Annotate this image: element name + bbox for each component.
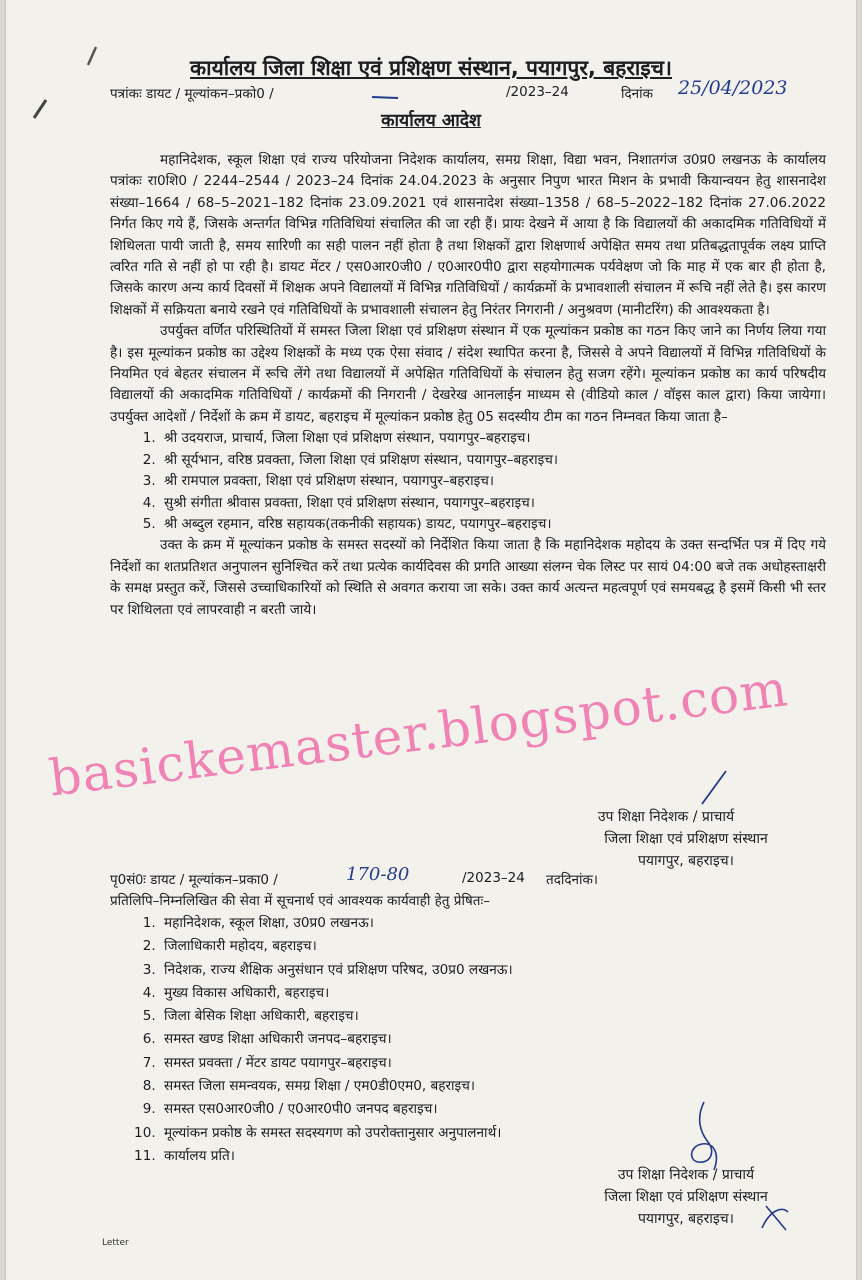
recipient-item: 5. जिला बेसिक शिक्षा अधिकारी, बहराइच। bbox=[160, 1005, 513, 1028]
copy-ref-year: /2023–24 bbox=[462, 870, 525, 886]
recipient-list bbox=[110, 912, 513, 1168]
handwritten-ref-number: 170-80 bbox=[346, 864, 410, 885]
signature-stroke bbox=[694, 768, 734, 808]
member-item: 4. सुश्री संगीता श्रीवास प्रवक्ता, शिक्षा एवं प्रशिक्षण संस्थान, पयागपुर–बहराइच। bbox=[160, 493, 826, 514]
paragraph-1: महानिदेशक, स्कूल शिक्षा एवं राज्य परियोजना निदेशक कार्यालय, समग्र शिक्षा, विद्या भवन, निशातगंज उ0प्र0 लखनऊ के कार्यालय पत्रांकः रा0शि0 / 2244–2544 / 2023–24 दिनांक 24.04.2023 के अनुसार निपुण भारत मिशन के प्रभावी कियान्वयन हेतु शासनादेश संख्या–1664 / 68–5–2021–182 दिनांक 23.09.2021 एवं शासनादेश संख्या–1358 / 68–5–2022–182 दिनांक 27.06.2022 निर्गत किए गये हैं, जिसके अन्तर्गत विभिन्न गतिविधियां संचालित की जा रही हैं। प्रायः देखने में आया है कि विद्यालयों की अकादमिक गतिविधियों में शिथिलता पायी जाती है, समय सारिणी का सही पालन नहीं होता है तथा शिक्षकों द्वारा शिक्षणार्थ अपेक्षित समय तथा प्रतिबद्धतापूर्वक लक्ष्य प्राप्ति त्वरित गति से नहीं हो पा रही है। डायट मेंटर / एस0आर0जी0 / ए0आर0पी0 द्वारा सहयोगात्मक पर्यवेक्षण जो कि माह में एक बार ही होता है, जिसके कारण अन्य कार्य दिवसों में शिक्षक अपने विद्यालयों में विभिन्न गतिविधियों / कार्यक्रमों के प्रभावशाली संचालन में रूचि नहीं लेते है। इस कारण शिक्षकों में सक्रियता बनाये रखने एवं गतिविधियों के प्रभावशाली संचालन हेतु निरंतर निगरानी / अनुश्रवण (मानीटरिंग) की आवश्यकता है। bbox=[110, 152, 826, 318]
paragraph-2: उपर्युक्त वर्णित परिस्थितियों में समस्त जिला शिक्षा एवं प्रशिक्षण संस्थान में एक मूल्यांकन प्रकोष्ठ का गठन किए जाने का निर्णय लिया गया है। इस मूल्यांकन प्रकोष्ठ का उद्देश्य शिक्षकों के मध्य एक ऐसा संवाद / संदेश स्थापित करना है, जिससे वे अपने विद्यालयों में विभिन्न गतिविधियों के नियमित एवं बेहतर संचालन में रूचि लेंगे तथा विद्यालयों में अपेक्षित गतिविधियों के संचालन हेतु सजग रहेंगे। मूल्यांकन प्रकोष्ठ का कार्य परिषदीय विद्यालयों की अकादमिक गतिविधियों / कार्यक्रमों की निगरानी / देखरेख आनलाईन माध्यम से (वीडियो काल / वॉइस काल द्वारा) किया जायेगा। उपर्युक्त आदेशों / निर्देशों के क्रम में डायट, बहराइच में मूल्यांकन प्रकोष्ठ हेतु 05 सदस्यीय टीम का गठन निम्नवत किया जाता है– bbox=[110, 323, 827, 425]
recipient-item: 3. निदेशक, राज्य शैक्षिक अनुसंधान एवं प्रशिक्षण परिषद, उ0प्र0 लखनऊ। bbox=[160, 959, 513, 982]
handwritten-dash bbox=[370, 94, 400, 100]
recipient-item: 1. महानिदेशक, स्कूल शिक्षा, उ0प्र0 लखनऊ। bbox=[160, 912, 513, 935]
recipient-item: 6. समस्त खण्ड शिक्षा अधिकारी जनपद–बहराइच। bbox=[160, 1028, 513, 1051]
member-item: 2. श्री सूर्यभान, वरिष्ठ प्रवक्ता, जिला शिक्षा एवं प्रशिक्षण संस्थान, पयागपुर–बहराइच। bbox=[160, 450, 826, 471]
signatory2-designation: उप शिक्षा निदेशक / प्राचार्य bbox=[617, 1167, 755, 1183]
ref-label: पत्रांकः डायट / मूल्यांकन–प्रको0 / bbox=[110, 86, 274, 102]
blog-watermark: basickemaster.blogspot.com bbox=[46, 659, 792, 808]
order-title: कार्यालय आदेश bbox=[381, 111, 481, 131]
paper-size-label: Letter bbox=[102, 1238, 129, 1248]
signatory-place: पयागपुर, बहराइच। bbox=[637, 853, 734, 869]
copy-ref-label: पृ0सं0ः डायट / मूल्यांकन–प्रका0 / bbox=[110, 872, 278, 888]
copy-date: तददिनांक। bbox=[546, 872, 599, 888]
date-label: दिनांक bbox=[621, 86, 654, 102]
member-list bbox=[110, 428, 826, 535]
order-body bbox=[110, 150, 826, 621]
copy-intro: प्रतिलिपि–निम्नलिखित की सेवा में सूचनार्थ एवं आवश्यक कार्यवाही हेतु प्रेषितः– bbox=[110, 893, 490, 909]
recipient-item: 9. समस्त एस0आर0जी0 / ए0आर0पी0 जनपद बहराइच। bbox=[160, 1098, 513, 1121]
recipient-item: 8. समस्त जिला समन्वयक, समग्र शिक्षा / एम0डी0एम0, बहराइच। bbox=[160, 1075, 513, 1098]
signatory-designation: उप शिक्षा निदेशक / प्राचार्य bbox=[597, 809, 735, 825]
signatory2-institute: जिला शिक्षा एवं प्रशिक्षण संस्थान bbox=[604, 1189, 768, 1205]
member-item: 1. श्री उदयराज, प्राचार्य, जिला शिक्षा एवं प्रशिक्षण संस्थान, पयागपुर–बहराइच। bbox=[160, 428, 826, 449]
document-page bbox=[6, 0, 856, 1280]
signature-flourish bbox=[758, 1200, 792, 1234]
handwritten-date: 25/04/2023 bbox=[678, 77, 788, 99]
member-item: 3. श्री रामपाल प्रवक्ता, शिक्षा एवं प्रशिक्षण संस्थान, पयागपुर–बहराइच। bbox=[160, 471, 826, 492]
signatory2-place: पयागपुर, बहराइच। bbox=[637, 1211, 734, 1227]
margin-mark-top bbox=[82, 45, 102, 69]
recipient-item: 11. कार्यालय प्रति। bbox=[160, 1145, 513, 1168]
recipient-item: 2. जिलाधिकारी महोदय, बहराइच। bbox=[160, 935, 513, 958]
signatory-institute: जिला शिक्षा एवं प्रशिक्षण संस्थान bbox=[604, 831, 768, 847]
recipient-item: 4. मुख्य विकास अधिकारी, बहराइच। bbox=[160, 982, 513, 1005]
office-title: कार्यालय जिला शिक्षा एवं प्रशिक्षण संस्थान, पयागपुर, बहराइच। bbox=[190, 56, 672, 80]
recipient-item: 7. समस्त प्रवक्ता / मेंटर डायट पयागपुर–बहराइच। bbox=[160, 1052, 513, 1075]
recipient-item: 10. मूल्यांकन प्रकोष्ठ के समस्त सदस्यगण को उपरोक्तानुसार अनुपालनार्थ। bbox=[160, 1122, 513, 1145]
ref-year: /2023–24 bbox=[506, 84, 569, 100]
member-item: 5. श्री अब्दुल रहमान, वरिष्ठ सहायक(तकनीकी सहायक) डायट, पयागपुर–बहराइच। bbox=[160, 514, 826, 535]
paragraph-3: उक्त के क्रम में मूल्यांकन प्रकोष्ठ के समस्त सदस्यों को निर्देशित किया जाता है कि महानिदेशक महोदय के उक्त सन्दर्भित पत्र में दिए गये निर्देशों का शतप्रतिशत अनुपालन सुनिश्चित करें तथा प्रत्येक कार्यदिवस की प्रगति आख्या संलग्न चेक लिस्ट पर सायं 04:00 बजे तक अधोहस्ताक्षरी के समक्ष प्रस्तुत करें, जिससे उच्चाधिकारियों को स्थिति से अवगत कराया जा सके। उक्त कार्य अत्यन्त महत्वपूर्ण एवं समयबद्ध है इसमें किसी भी स्तर पर शिथिलता एवं लापरवाही न बरती जाये। bbox=[110, 537, 826, 618]
